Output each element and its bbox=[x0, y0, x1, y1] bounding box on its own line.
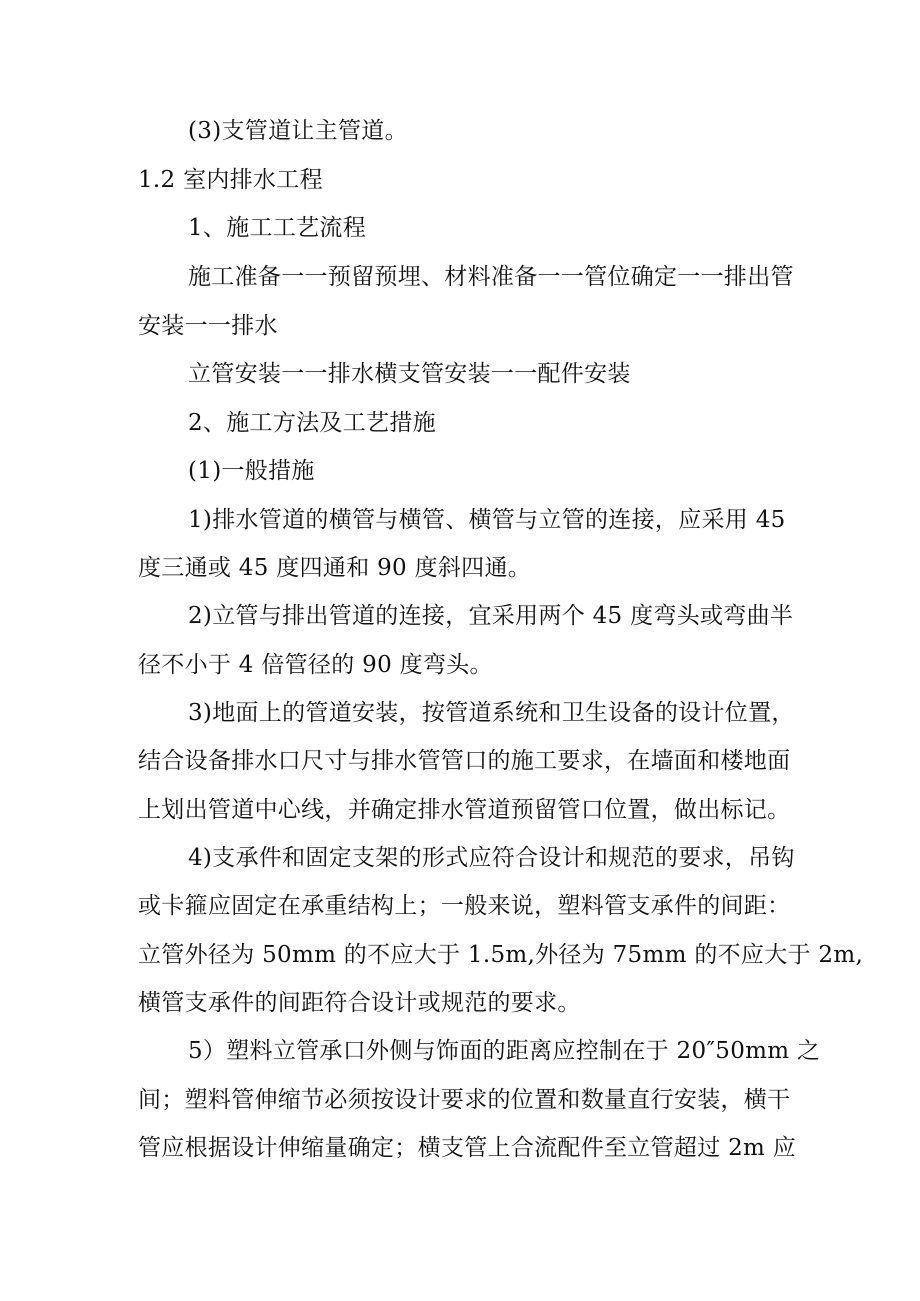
text-line: 2)立管与排出管道的连接，宜采用两个 45 度弯头或弯曲半 bbox=[188, 603, 794, 629]
text-line: 横管支承件的间距符合设计或规范的要求。 bbox=[138, 990, 581, 1016]
text-line: 径不小于 4 倍管径的 90 度弯头。 bbox=[138, 652, 493, 678]
text-line: 间；塑料管伸缩节必须按设计要求的位置和数量直行安装，横干 bbox=[138, 1087, 791, 1113]
text-line: 管应根据设计伸缩量确定；横支管上合流配件至立管超过 2m 应 bbox=[138, 1135, 797, 1161]
text-line: (1)一般措施 bbox=[188, 458, 315, 484]
text-line: 3)地面上的管道安装，按管道系统和卫生设备的设计位置， bbox=[188, 700, 795, 726]
text-line: 1)排水管道的横管与横管、横管与立管的连接，应采用 45 bbox=[188, 507, 786, 533]
text-line: 立管安装一一排水横支管安装一一配件安装 bbox=[188, 361, 631, 387]
text-line: 1、施工工艺流程 bbox=[188, 215, 367, 241]
text-line: 2、施工方法及工艺措施 bbox=[188, 410, 436, 436]
text-line: 安装一一排水 bbox=[138, 313, 278, 339]
text-line: 上划出管道中心线，并确定排水管道预留管口位置，做出标记。 bbox=[138, 797, 791, 823]
text-line: (3)支管道让主管道。 bbox=[188, 118, 408, 144]
text-line: 结合设备排水口尺寸与排水管管口的施工要求，在墙面和楼地面 bbox=[138, 748, 791, 774]
text-line: 4)支承件和固定支架的形式应符合设计和规范的要求，吊钩 bbox=[188, 845, 795, 871]
text-line: 立管外径为 50mm 的不应大于 1.5m,外径为 75mm 的不应大于 2m, bbox=[138, 942, 864, 968]
section-heading: 1.2 室内排水工程 bbox=[138, 167, 323, 193]
text-line: 度三通或 45 度四通和 90 度斜四通。 bbox=[138, 555, 532, 581]
text-line: 5）塑料立管承口外侧与饰面的距离应控制在于 20″50mm 之 bbox=[188, 1038, 821, 1064]
text-line: 或卡箍应固定在承重结构上；一般来说，塑料管支承件的间距： bbox=[138, 893, 791, 919]
text-line: 施工准备一一预留预埋、材料准备一一管位确定一一排出管 bbox=[188, 264, 794, 290]
